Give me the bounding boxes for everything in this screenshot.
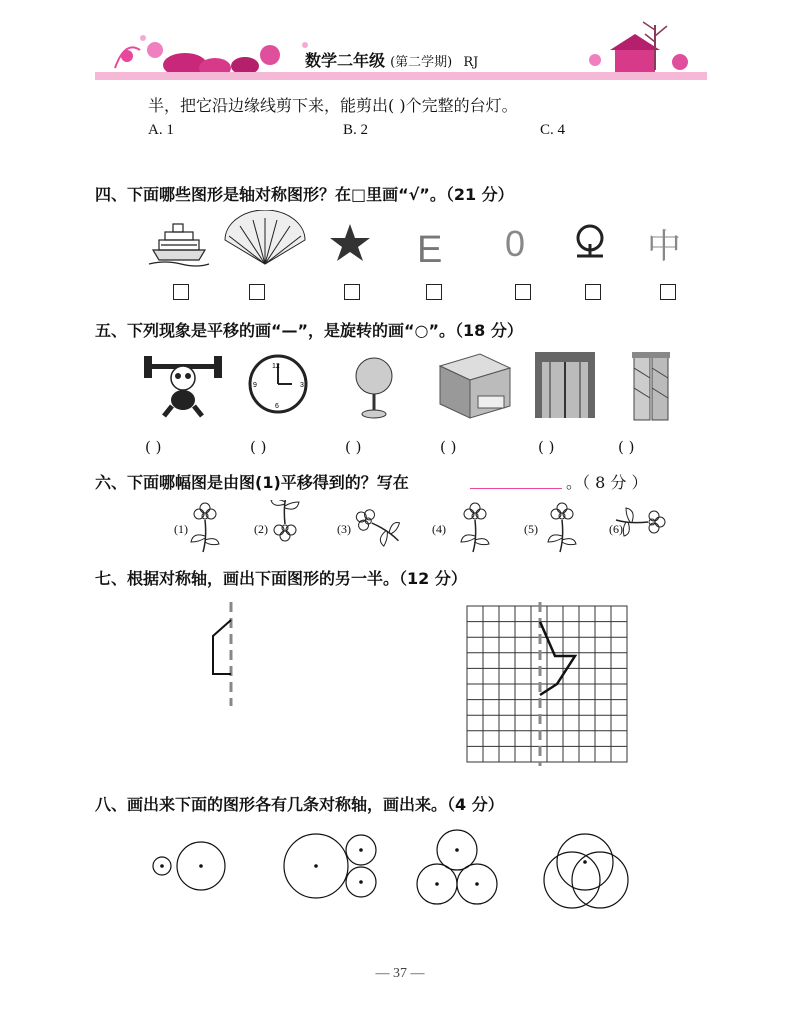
q8-figure-3 — [417, 830, 497, 904]
flower-5-icon — [548, 503, 576, 552]
header-edition: RJ — [463, 55, 479, 70]
q6-title: 六、下面哪幅图是由图(1)平移得到的？写在 — [95, 473, 409, 492]
q3-text: 半，把它沿边缘线剪下来，能剪出( )个完整的台灯。 — [148, 96, 518, 115]
weightlifter-icon — [144, 356, 222, 416]
q3-option-c: C. 4 — [540, 122, 566, 138]
digit-zero-icon: 0 — [505, 223, 526, 264]
header-banner — [95, 20, 707, 88]
q8-figure-1 — [153, 842, 225, 890]
q4-checkbox-star[interactable] — [344, 284, 360, 300]
q6-label-5: (5) — [524, 522, 538, 536]
q3-option-a: A. 1 — [148, 122, 174, 138]
revolving-door-icon — [535, 352, 595, 418]
q5-answer-4[interactable]: ( ) — [440, 438, 457, 456]
q5-answer-3[interactable]: ( ) — [345, 438, 362, 456]
q4-checkbox-zhong[interactable] — [660, 284, 676, 300]
clock-icon — [250, 356, 306, 412]
q4-figures — [145, 210, 695, 270]
q6-label-3: (3) — [337, 522, 351, 536]
header-title: 数学二年级 — [305, 51, 386, 70]
q6-label-2: (2) — [254, 522, 268, 536]
svg-text:9: 9 — [253, 382, 257, 389]
electric-fan-icon — [356, 358, 392, 418]
svg-text:6: 6 — [275, 403, 279, 410]
flower-4-icon — [461, 503, 489, 552]
flower-6-icon — [616, 508, 665, 536]
house-decoration-icon — [589, 22, 688, 72]
q5-title: 五、下列现象是平移的画“—”，是旋转的画“○”。（18 分） — [95, 321, 523, 340]
flower-3-icon — [350, 502, 406, 551]
page-number: — 37 — — [375, 966, 425, 981]
svg-text:12: 12 — [272, 363, 280, 370]
folding-fan-icon — [225, 210, 305, 264]
elevator-icon — [632, 352, 670, 420]
flower-decoration-icon — [115, 35, 308, 78]
star-icon — [330, 224, 370, 261]
q5-answer-1[interactable]: ( ) — [145, 438, 162, 456]
q4-checkbox-ship[interactable] — [173, 284, 189, 300]
header-term: (第二学期) — [390, 55, 453, 70]
drawer-cabinet-icon — [440, 354, 510, 418]
letter-e-icon: E — [417, 229, 443, 270]
q6-label-1: (1) — [174, 522, 188, 536]
q6-label-6: (6) — [609, 522, 623, 536]
q8-figures[interactable] — [140, 822, 660, 918]
q4-checkbox-fan[interactable] — [249, 284, 265, 300]
flower-1-icon — [191, 503, 219, 552]
q7-half-shape-left — [213, 620, 231, 674]
header-title-row — [305, 48, 478, 71]
q8-figure-2 — [284, 834, 376, 898]
svg-text:3: 3 — [300, 382, 304, 389]
q5-answer-2[interactable]: ( ) — [250, 438, 267, 456]
q5-answer-6[interactable]: ( ) — [618, 438, 635, 456]
q5-answer-5[interactable]: ( ) — [538, 438, 555, 456]
q7-grid — [467, 606, 627, 762]
q4-checkbox-e[interactable] — [426, 284, 442, 300]
q6-flowers — [170, 500, 680, 556]
q7-drawing-area[interactable] — [195, 598, 635, 768]
railway-logo-icon — [577, 226, 603, 256]
ship-icon — [149, 224, 209, 266]
flower-2-icon — [271, 500, 299, 541]
q6-label-4: (4) — [432, 522, 446, 536]
q5-pictures — [140, 348, 700, 423]
q8-figure-4 — [544, 834, 628, 908]
q3-option-b: B. 2 — [343, 122, 369, 138]
q4-title: 四、下面哪些图形是轴对称图形？在□里画“√”。（21 分） — [95, 185, 514, 204]
q6-suffix: 。（ 8 分 ） — [566, 473, 648, 492]
q7-title: 七、根据对称轴，画出下面图形的另一半。（12 分） — [95, 569, 467, 588]
q8-title: 八、画出来下面的图形各有几条对称轴，画出来。（4 分） — [95, 795, 504, 814]
chinese-zhong-icon: 中 — [647, 227, 681, 267]
q4-checkbox-railway[interactable] — [585, 284, 601, 300]
q6-answer-blank[interactable] — [470, 488, 562, 489]
q4-checkbox-zero[interactable] — [515, 284, 531, 300]
